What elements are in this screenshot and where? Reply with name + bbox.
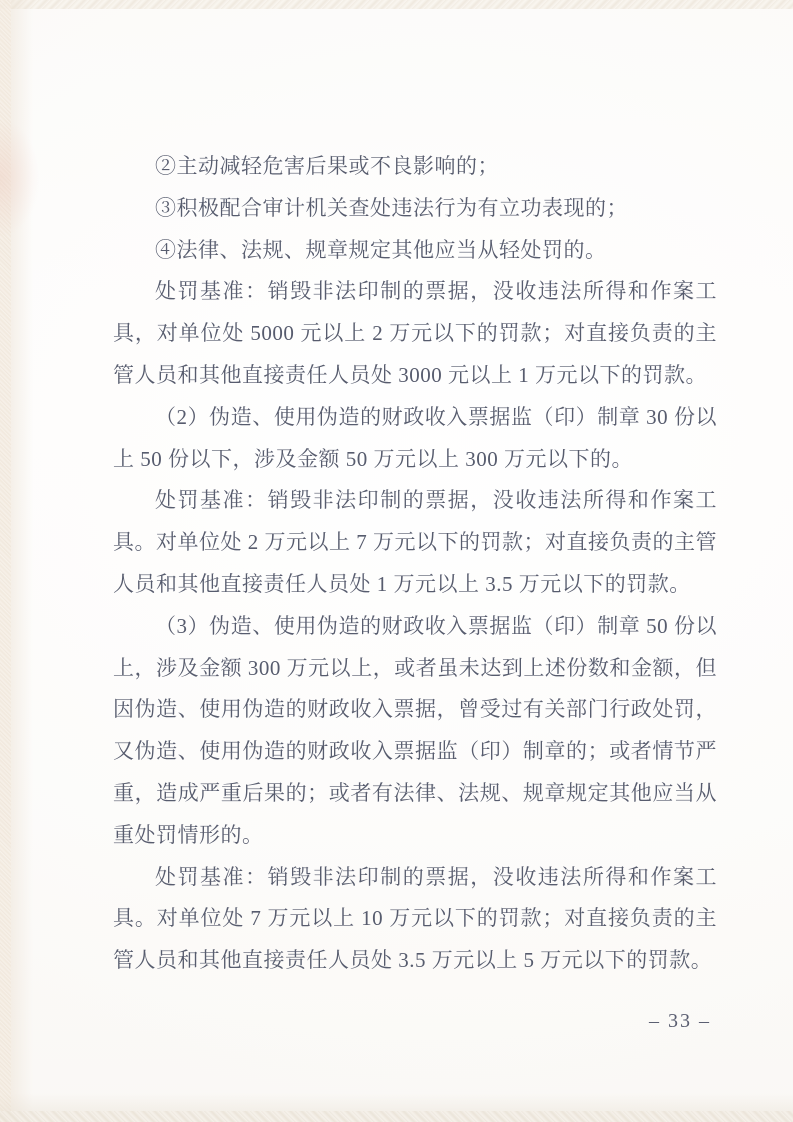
paragraph-penalty-standard-1: 处罚基准：销毁非法印制的票据，没收违法所得和作案工具，对单位处 5000 元以上 2 万元以下的罚款；对直接负责的主管人员和其他直接责任人员处 3000 元以上 1 万元以下的罚款。: [113, 279, 717, 387]
scan-edge-top: [0, 0, 793, 9]
clause-item-2: ②主动减轻危害后果或不良影响的；: [155, 154, 499, 178]
scan-edge-bottom: [0, 1111, 793, 1122]
paragraph-penalty-standard-2: 处罚基准：销毁非法印制的票据，没收违法所得和作案工具。对单位处 2 万元以上 7 万元以下的罚款；对直接负责的主管人员和其他直接责任人员处 1 万元以上 3.5 万元以下的罚款。: [113, 488, 717, 596]
clause-item-4: ④法律、法规、规章规定其他应当从轻处罚的。: [155, 237, 607, 262]
page-number: – 33 –: [649, 1010, 711, 1032]
scan-corner-smudge: [0, 118, 40, 238]
scan-edge-bottom-shadow: [0, 1093, 793, 1111]
clause-item-3: ③积极配合审计机关查处违法行为有立功表现的；: [155, 195, 628, 220]
paragraph-case-2: （2）伪造、使用伪造的财政收入票据监（印）制章 30 份以上 50 份以下，涉及金额 50 万元以上 300 万元以下的。: [113, 404, 717, 471]
paragraph-case-3: （3）伪造、使用伪造的财政收入票据监（印）制章 50 份以上，涉及金额 300 万元以上，或者虽未达到上述份数和金额，但因伪造、使用伪造的财政收入票据，曾受过有关部门行政处罚，又伪造、使用伪造的财政收入票据监（印）制章的；或者情节严重，造成严重后果的；或者有法律、法规、规章规定其他应当从重处罚情形的。: [113, 613, 717, 847]
document-body: [113, 146, 717, 982]
paragraph-penalty-standard-3: 处罚基准：销毁非法印制的票据，没收违法所得和作案工具。对单位处 7 万元以上 10 万元以下的罚款；对直接负责的主管人员和其他直接责任人员处 3.5 万元以上 5 万元以下的罚款。: [113, 864, 717, 973]
